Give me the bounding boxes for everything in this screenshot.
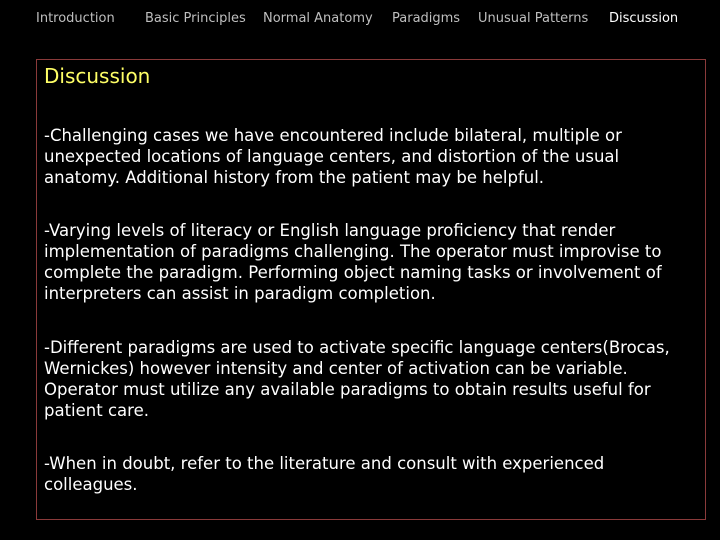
nav-item-paradigms[interactable]: Paradigms: [392, 11, 461, 26]
paragraph-when-in-doubt: -When in doubt, refer to the literature and consult with experienced colleagues.: [44, 454, 605, 494]
nav-item-introduction[interactable]: Introduction: [36, 11, 115, 26]
paragraph-challenging-cases: -Challenging cases we have encountered include bilateral, multiple or unexpected locations of language centers, and distortion of the usual anatomy. Additional history from the patient may be helpful.: [44, 126, 622, 187]
nav-item-basic-principles[interactable]: Basic Principles: [145, 11, 246, 26]
paragraph-different-paradigms: -Different paradigms are used to activate specific language centers(Brocas, Wernickes) however intensity and center of activation can be variable. Operator must utilize any available paradigms to obtain results useful for patient care.: [44, 338, 670, 420]
slide-title: Discussion: [44, 64, 151, 88]
paragraph-literacy: -Varying levels of literacy or English language proficiency that render implementation of paradigms challenging. The operator must improvise to complete the paradigm. Performing object naming tasks or involvement of interpreters can assist in paradigm completion.: [44, 221, 662, 303]
nav-item-unusual-patterns[interactable]: Unusual Patterns: [478, 11, 589, 26]
nav-item-normal-anatomy[interactable]: Normal Anatomy: [263, 11, 373, 26]
nav-item-discussion[interactable]: Discussion: [609, 11, 679, 26]
content-panel: [36, 59, 706, 520]
top-navigation: [0, 10, 720, 30]
